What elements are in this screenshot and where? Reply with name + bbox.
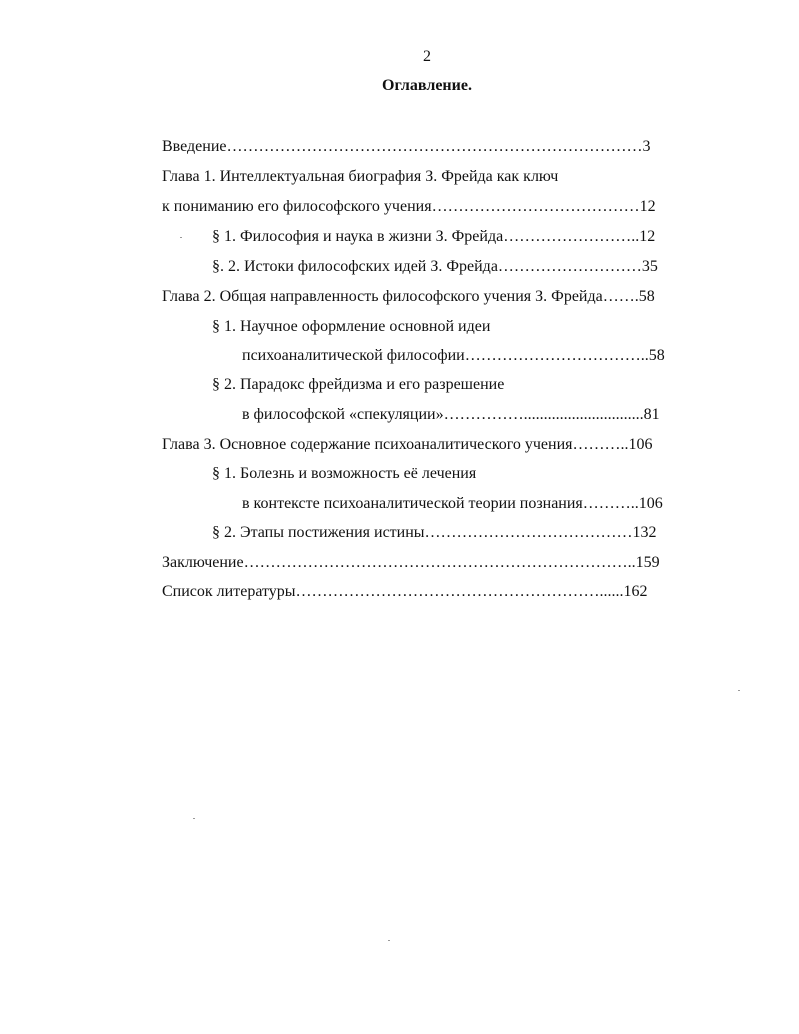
- scan-speck: [738, 690, 740, 691]
- toc-entry-chapter-1-cont: к пониманию его философского учения…………………………………12: [162, 198, 656, 215]
- page-number: 2: [423, 48, 431, 65]
- toc-entry-chapter-3: Глава 3. Основное содержание психоаналитического учения………..106: [162, 436, 653, 453]
- scan-speck: [180, 237, 182, 238]
- toc-entry-section-2-1-cont: психоаналитической философии……………………………..58: [242, 347, 665, 364]
- scan-speck: [388, 940, 390, 941]
- toc-entry-bibliography: Список литературы…………………………………………………......162: [162, 583, 648, 600]
- toc-entry-introduction: Введение……………………………………………………………………3: [162, 138, 651, 155]
- toc-entry-section-3-1: § 1. Болезнь и возможность её лечения: [212, 465, 477, 482]
- toc-entry-section-3-2: § 2. Этапы постижения истины…………………………………132: [212, 524, 657, 541]
- toc-entry-chapter-1: Глава 1. Интеллектуальная биография З. Фрейда как ключ: [162, 168, 559, 185]
- toc-entry-section-1-2: §. 2. Истоки философских идей З. Фрейда………………………35: [212, 258, 658, 275]
- page-title: Оглавление.: [382, 77, 472, 94]
- toc-entry-section-3-1-cont: в контексте психоаналитической теории познания………..106: [242, 495, 663, 512]
- toc-entry-section-1-1: § 1. Философия и наука в жизни З. Фрейда……………………..12: [212, 228, 656, 245]
- toc-entry-section-2-1: § 1. Научное оформление основной идеи: [212, 318, 491, 335]
- toc-entry-section-2-2: § 2. Парадокс фрейдизма и его разрешение: [212, 376, 505, 393]
- toc-entry-chapter-2: Глава 2. Общая направленность философского учения З. Фрейда…….58: [162, 288, 655, 305]
- scan-speck: [193, 818, 195, 819]
- toc-entry-section-2-2-cont: в философской «спекуляции»……………..............................81: [242, 406, 660, 423]
- toc-entry-conclusion: Заключение………………………………………………………………..159: [162, 554, 660, 571]
